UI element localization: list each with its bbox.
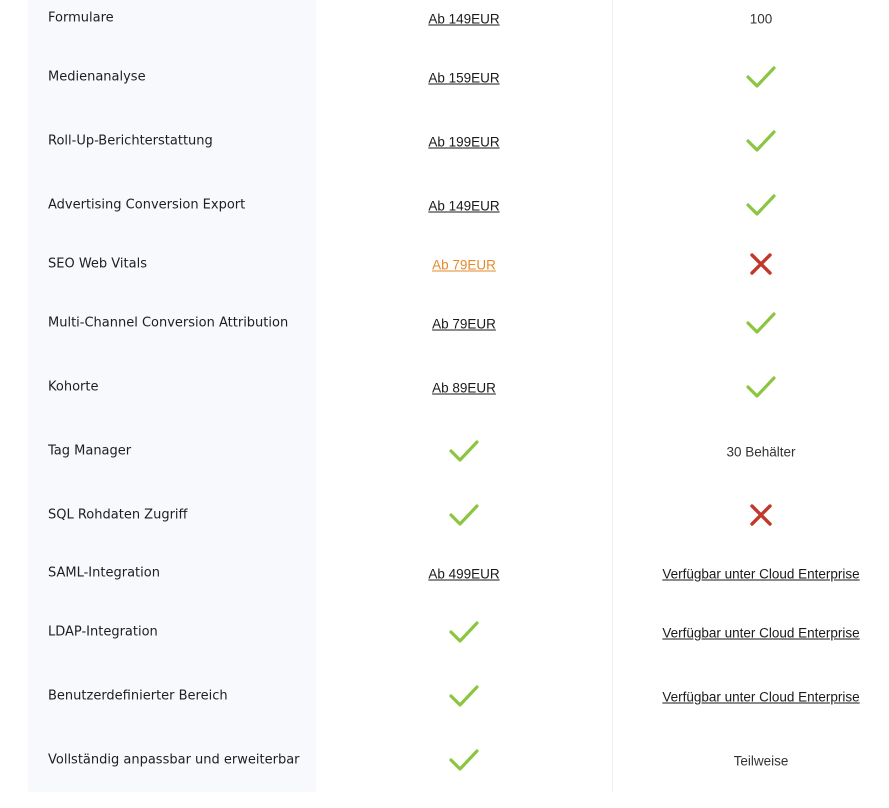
feature-label: Benutzerdefinierter Bereich [48,688,228,704]
cloud-cell [614,687,889,706]
cloud-cell [614,252,889,276]
price-cell [318,314,610,333]
cross-icon [749,503,773,527]
cloud-cell [614,503,889,527]
checkmark-icon [449,748,479,772]
price-cell [318,620,610,644]
price-cell [318,564,610,583]
cloud-cell [614,193,889,217]
price-cell [318,684,610,708]
price-cell [318,68,610,87]
cloud-value: Teilweise [733,753,789,769]
price-cell [318,255,610,274]
cloud-cell [614,442,889,461]
feature-label: Advertising Conversion Export [48,197,246,213]
price-link[interactable]: Ab 79EUR [432,257,496,273]
cloud-cell [614,65,889,89]
price-cell [318,196,610,215]
feature-label: Multi-Channel Conversion Attribution [48,315,289,331]
price-link[interactable]: Ab 499EUR [428,566,500,582]
checkmark-icon [746,193,776,217]
cloud-cell [614,375,889,399]
cloud-link[interactable]: Verfügbar unter Cloud Enterprise [662,566,860,582]
cloud-value: 100 [749,11,773,27]
cloud-cell [614,129,889,153]
cloud-cell [614,623,889,642]
price-cell [318,9,610,28]
checkmark-icon [449,439,479,463]
price-cell [318,378,610,397]
price-link[interactable]: Ab 149EUR [428,11,500,27]
checkmark-icon [746,65,776,89]
checkmark-icon [746,375,776,399]
price-link[interactable]: Ab 79EUR [432,316,496,332]
cloud-link[interactable]: Verfügbar unter Cloud Enterprise [662,689,860,705]
feature-label: Kohorte [48,379,99,395]
price-cell [318,748,610,772]
feature-label: SQL Rohdaten Zugriff [48,507,188,523]
feature-label: Formulare [48,10,114,26]
checkmark-icon [746,129,776,153]
feature-label: Roll-Up-Berichterstattung [48,133,213,149]
checkmark-icon [449,684,479,708]
checkmark-icon [746,311,776,335]
checkmark-icon [449,503,479,527]
feature-label: LDAP-Integration [48,624,158,640]
cloud-link[interactable]: Verfügbar unter Cloud Enterprise [662,625,860,641]
checkmark-icon [449,620,479,644]
price-link[interactable]: Ab 199EUR [428,134,500,150]
feature-label: Medienanalyse [48,69,146,85]
feature-label: SAML-Integration [48,565,160,581]
feature-column-background [28,0,316,792]
feature-label: SEO Web Vitals [48,256,147,272]
price-link[interactable]: Ab 159EUR [428,70,500,86]
cloud-value: 30 Behälter [726,444,796,460]
cloud-cell [614,751,889,770]
feature-label: Tag Manager [48,443,132,459]
cloud-cell [614,9,889,28]
cloud-cell [614,564,889,583]
price-cell [318,439,610,463]
price-cell [318,503,610,527]
cross-icon [749,252,773,276]
price-cell [318,132,610,151]
price-link[interactable]: Ab 149EUR [428,198,500,214]
feature-label: Vollständig anpassbar und erweiterbar [48,752,300,768]
cloud-cell [614,311,889,335]
column-divider [612,0,613,792]
price-link[interactable]: Ab 89EUR [432,380,496,396]
